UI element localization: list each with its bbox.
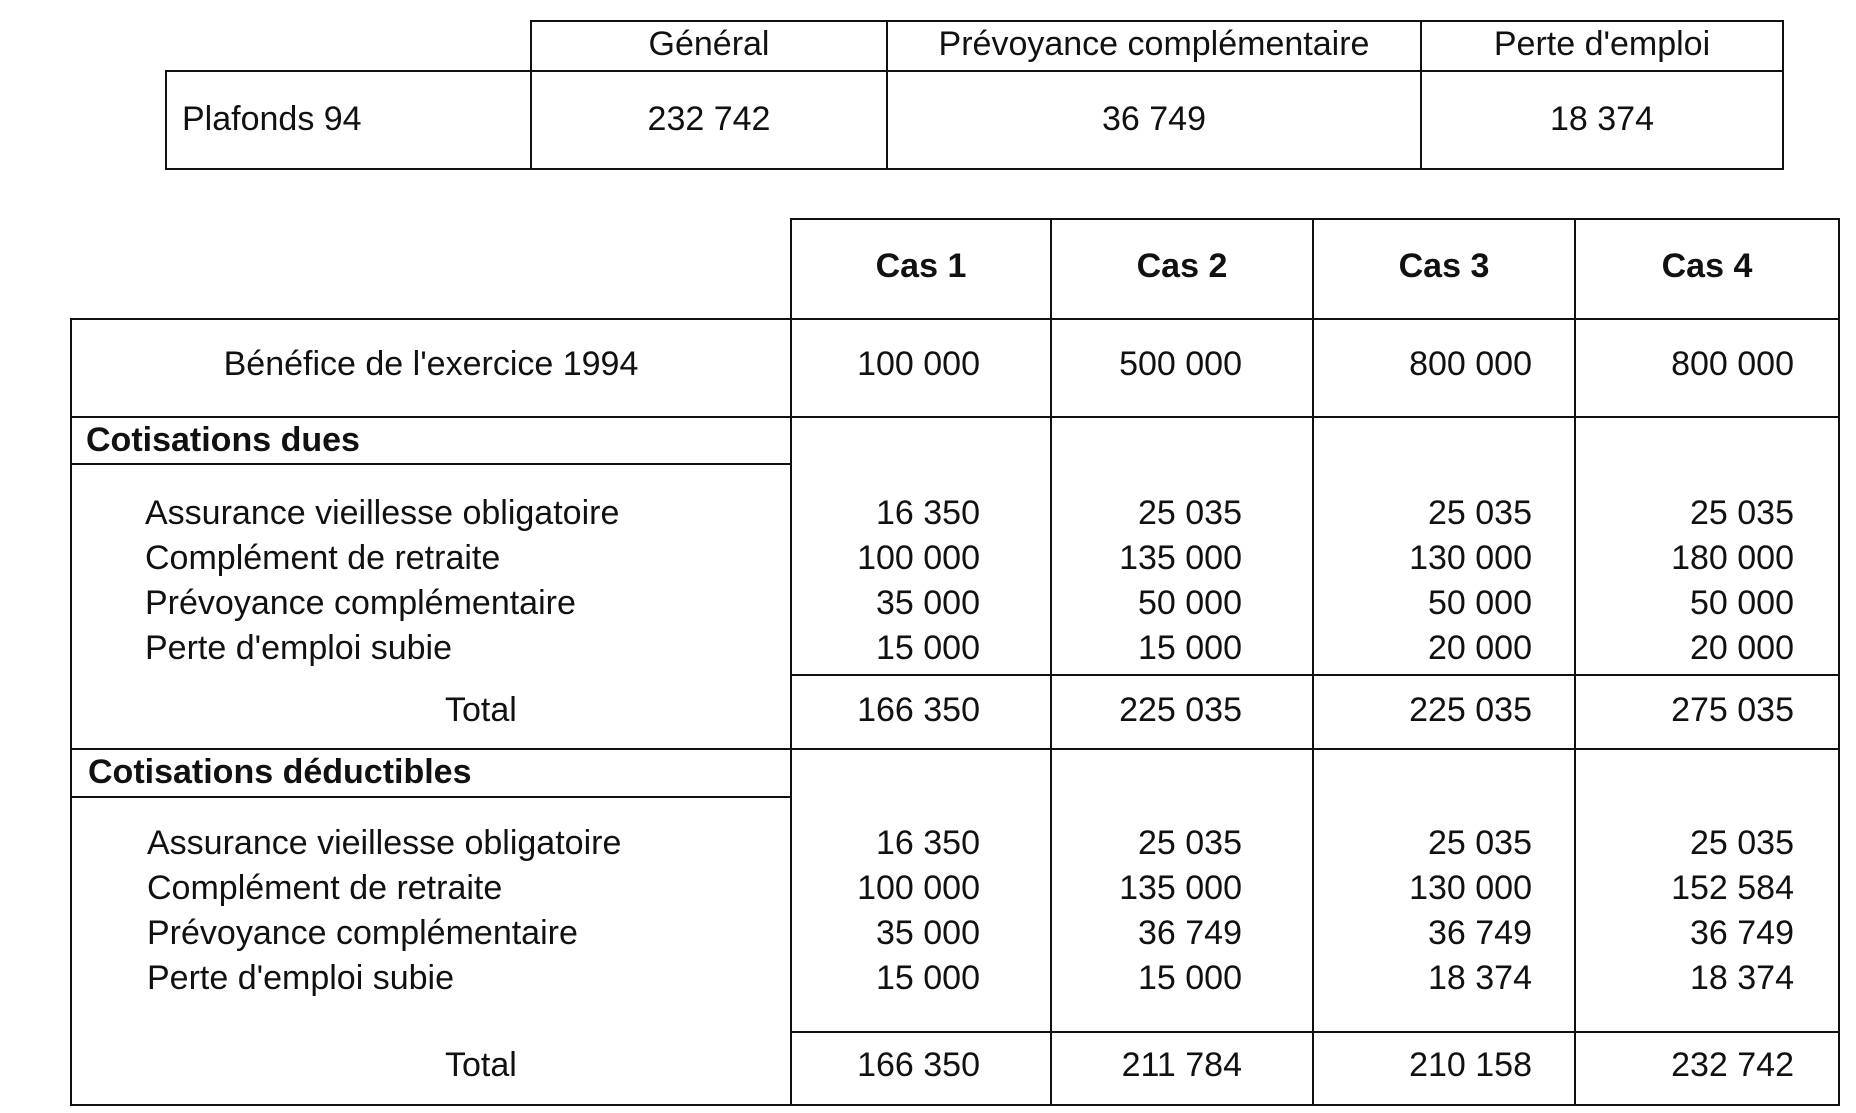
deductibles-row-label: Perte d'emploi subie	[147, 959, 454, 997]
dues-value: 100 000	[857, 539, 980, 577]
dues-value: 25 035	[1428, 494, 1532, 532]
deductibles-value: 25 035	[1428, 824, 1532, 862]
dues-value: 20 000	[1428, 629, 1532, 667]
dues-value: 50 000	[1428, 584, 1532, 622]
deductibles-total-label: Total	[445, 1046, 517, 1084]
benefice-value: 800 000	[1671, 345, 1794, 383]
benefice-label: Bénéfice de l'exercice 1994	[223, 345, 639, 383]
deductibles-value: 18 374	[1690, 959, 1794, 997]
dues-row-label: Prévoyance complémentaire	[145, 584, 576, 622]
dues-total-value: 225 035	[1119, 691, 1242, 729]
dues-value: 25 035	[1690, 494, 1794, 532]
dues-total-value: 166 350	[857, 691, 980, 729]
plafonds-value-prevoyance: 36 749	[1102, 100, 1206, 138]
plafonds-value-perte-emploi: 18 374	[1550, 100, 1654, 138]
dues-value: 50 000	[1138, 584, 1242, 622]
benefice-value: 100 000	[857, 345, 980, 383]
dues-value: 135 000	[1119, 539, 1242, 577]
case-header-4: Cas 4	[1661, 247, 1753, 285]
benefice-value: 500 000	[1119, 345, 1242, 383]
deductibles-value: 16 350	[876, 824, 980, 862]
dues-section-title: Cotisations dues	[86, 421, 360, 459]
dues-total-value: 275 035	[1671, 691, 1794, 729]
dues-total-label: Total	[445, 691, 517, 729]
dues-value: 15 000	[1138, 629, 1242, 667]
plafonds-header-perte-emploi: Perte d'emploi	[1493, 25, 1711, 63]
dues-value: 35 000	[876, 584, 980, 622]
dues-row-label: Perte d'emploi subie	[145, 629, 452, 667]
deductibles-row-label: Complément de retraite	[147, 869, 503, 907]
deductibles-total-value: 210 158	[1409, 1046, 1532, 1084]
deductibles-section-title: Cotisations déductibles	[88, 753, 472, 791]
deductibles-value: 15 000	[1138, 959, 1242, 997]
deductibles-value: 36 749	[1428, 914, 1532, 952]
dues-value: 25 035	[1138, 494, 1242, 532]
deductibles-value: 35 000	[876, 914, 980, 952]
case-header-3: Cas 3	[1398, 247, 1490, 285]
dues-value: 130 000	[1409, 539, 1532, 577]
case-header-1: Cas 1	[875, 247, 967, 285]
deductibles-row-label: Assurance vieillesse obligatoire	[147, 824, 622, 862]
deductibles-total-value: 211 784	[1121, 1046, 1242, 1084]
deductibles-value: 135 000	[1119, 869, 1242, 907]
deductibles-value: 152 584	[1671, 869, 1794, 907]
plafonds-value-general: 232 742	[647, 100, 771, 138]
dues-total-value: 225 035	[1409, 691, 1532, 729]
dues-value: 20 000	[1690, 629, 1794, 667]
deductibles-row-label: Prévoyance complémentaire	[147, 914, 578, 952]
deductibles-value: 25 035	[1138, 824, 1242, 862]
deductibles-total-value: 166 350	[857, 1046, 980, 1084]
deductibles-value: 18 374	[1428, 959, 1532, 997]
plafonds-header-general: Général	[648, 25, 770, 63]
dues-value: 180 000	[1671, 539, 1794, 577]
deductibles-value: 100 000	[857, 869, 980, 907]
benefice-value: 800 000	[1409, 345, 1532, 383]
deductibles-value: 15 000	[876, 959, 980, 997]
deductibles-value: 36 749	[1138, 914, 1242, 952]
deductibles-value: 130 000	[1409, 869, 1532, 907]
dues-value: 15 000	[876, 629, 980, 667]
dues-row-label: Complément de retraite	[145, 539, 501, 577]
plafonds-header-prevoyance: Prévoyance complémentaire	[938, 25, 1370, 63]
deductibles-value: 36 749	[1690, 914, 1794, 952]
dues-row-label: Assurance vieillesse obligatoire	[145, 494, 620, 532]
deductibles-value: 25 035	[1690, 824, 1794, 862]
dues-value: 50 000	[1690, 584, 1794, 622]
dues-value: 16 350	[876, 494, 980, 532]
case-header-2: Cas 2	[1136, 247, 1228, 285]
deductibles-total-value: 232 742	[1671, 1046, 1794, 1084]
plafonds-row-label: Plafonds 94	[182, 100, 362, 138]
